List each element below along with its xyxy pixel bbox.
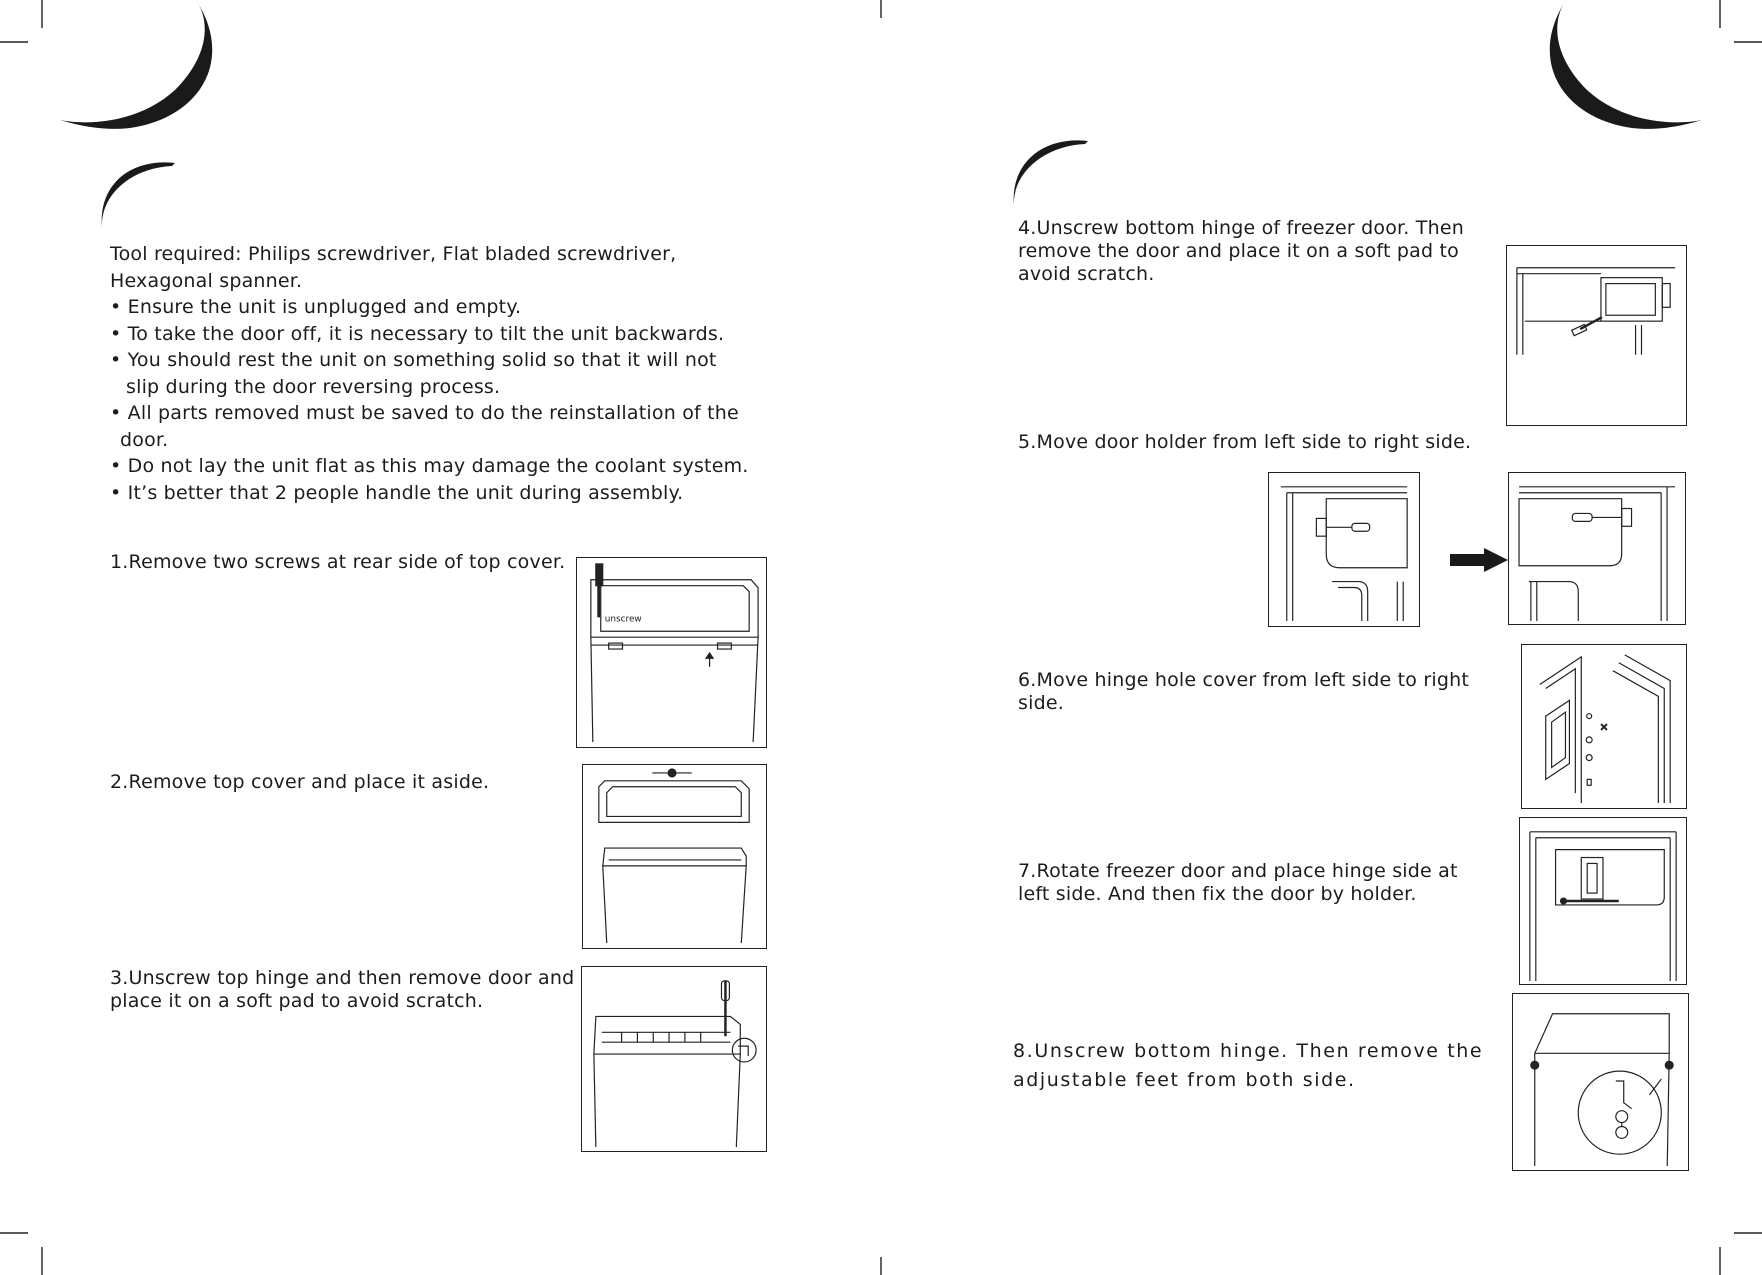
intro-bullet-4a: • All parts removed must be saved to do the reinstallation of the [110,402,739,424]
step-8-illustration [1513,994,1688,1170]
step-3-text [110,967,574,1013]
step-5-line1: 5.Move door holder from left side to right side. [1018,431,1472,453]
intro-bullet-5: • Do not lay the unit flat as this may damage the coolant system. [110,455,749,477]
step-8-line2: adjustable feet from both side. [1013,1069,1356,1091]
step-6-line1: 6.Move hinge hole cover from left side to right [1018,669,1469,691]
step-4-illustration [1507,246,1686,425]
step-5-illustration-before [1269,473,1419,626]
step-7-line2: left side. And then fix the door by holder. [1018,883,1417,905]
intro-bullet-2: • To take the door off, it is necessary to tilt the unit backwards. [110,322,725,345]
intro-bullet-3b: slip during the door reversing process. [126,375,501,398]
step-4-text [1018,217,1464,286]
step-7-figure [1519,817,1687,985]
step-6-figure [1521,644,1687,809]
intro-bullet-6: • It’s better that 2 people handle the unit during assembly. [110,481,684,504]
step-2-text [110,771,489,794]
step-1-figure [576,557,767,748]
intro-bullet-1: • Ensure the unit is unplugged and empty. [110,296,522,318]
step-5-figure-after [1508,472,1686,625]
step-2-line1: 2.Remove top cover and place it aside. [110,771,490,793]
step-1-figure-label: unscrew [604,614,642,625]
step-3-illustration [582,967,766,1151]
step-6-line2: side. [1018,692,1064,714]
step-6-text [1018,669,1469,715]
step-2-illustration [583,765,766,948]
step-3-line2: place it on a soft pad to avoid scratch. [110,990,484,1012]
intro-tools-line1: Tool required: Philips screwdriver, Flat bladed screwdriver, [110,243,677,265]
step-3-line1: 3.Unscrew top hinge and then remove door and [110,967,575,989]
step-1-text [110,551,565,574]
step-8-line1: 8.Unscrew bottom hinge. Then remove the [1013,1040,1484,1062]
step-1-line1: 1.Remove two screws at rear side of top cover. [110,551,566,573]
step-7-text [1018,860,1458,906]
step-1-illustration [577,558,766,747]
step-4-line3: avoid scratch. [1018,263,1155,285]
step-5-arrow-icon [1450,548,1510,572]
step-7-illustration [1520,818,1686,984]
step-5-illustration-after [1509,473,1685,624]
step-2-figure [582,764,767,949]
step-4-figure [1506,245,1687,426]
step-6-illustration [1522,645,1686,808]
step-3-figure [581,966,767,1152]
step-5-text [1018,431,1471,454]
intro-tools-line2: Hexagonal spanner. [110,269,303,292]
step-8-text [1013,1037,1483,1095]
step-8-figure [1512,993,1689,1171]
step-4-line2: remove the door and place it on a soft pad to [1018,240,1459,262]
step-7-line1: 7.Rotate freezer door and place hinge side at [1018,860,1458,882]
step-5-figure-before [1268,472,1420,627]
intro-block [110,241,749,506]
intro-bullet-4b: door. [120,428,169,451]
step-4-line1: 4.Unscrew bottom hinge of freezer door. Then [1018,217,1464,239]
intro-bullet-3a: • You should rest the unit on something solid so that it will not [110,349,717,371]
